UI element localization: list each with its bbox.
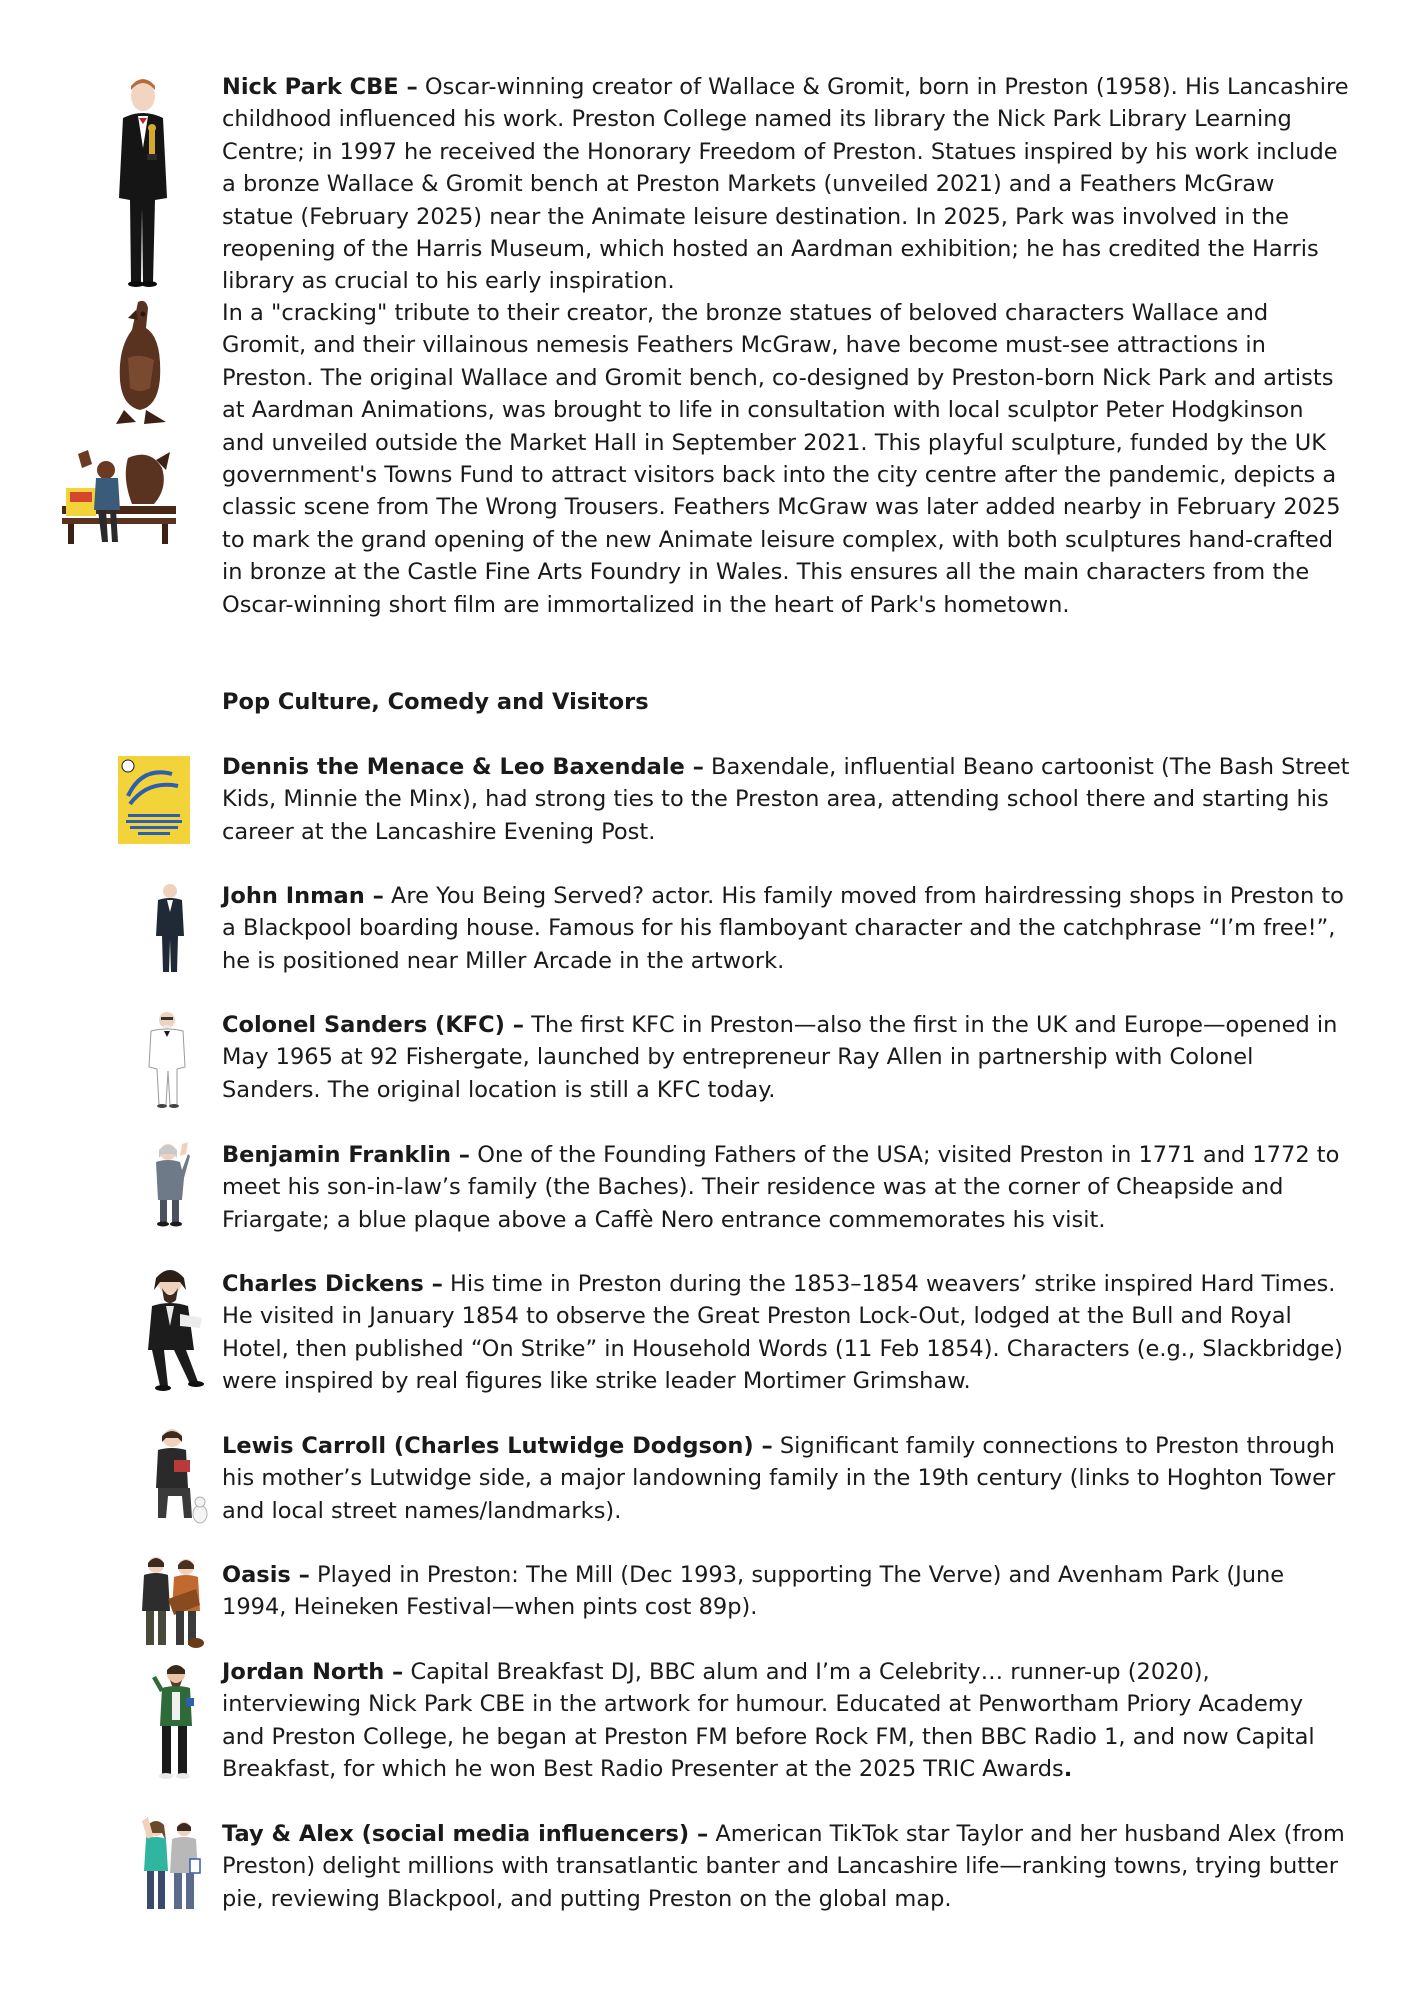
entry-colonel-sanders [222, 1009, 1350, 1106]
entry-name: Nick Park CBE – [222, 74, 418, 100]
entry-charles-dickens [222, 1268, 1350, 1398]
benjamin-franklin-illustration [148, 1140, 192, 1230]
entry-text: One of the Founding Fathers of the USA; visited Preston in 1771 and 1772 to meet his son-in-law’s family (the Baches). Their residence was at the corner of Cheapside and Friargate; a blue plaque above a Caffè Nero entrance commemorates his visit. [222, 1142, 1340, 1233]
jordan-north-illustration [150, 1662, 200, 1784]
entry-text: Are You Being Served? actor. His family moved from hairdressing shops in Preston to a Blackpool boarding house. Famous for his flamboyant character and the catchphrase “I’m free!”, he is positioned near Miller Arcade in the artwork. [222, 883, 1344, 974]
colonel-sanders-illustration [143, 1009, 191, 1109]
entry-text: In a "cracking" tribute to their creator, the bronze statues of beloved characters Wallace and Gromit, and their villainous nemesis Feathers McGraw, have become must-see attractions in Preston. The original Wallace and Gromit bench, co-designed by Preston-born Nick Park and artists at Aardman Animations, was brought to life in consultation with local sculptor Peter Hodgkinson and unveiled outside the Market Hall in September 2021. This playful sculpture, funded by the UK government's Towns Fund to attract visitors back into the city centre after the pandemic, depicts a classic scene from The Wrong Trousers. Feathers McGraw was later added nearby in February 2025 to mark the grand opening of the new Animate leisure complex, with both sculptures hand-crafted in bronze at the Castle Fine Arts Foundry in Wales. This ensures all the main characters from the Oscar-winning short film are immortalized in the heart of Park's hometown. [222, 300, 1341, 618]
entry-name: John Inman – [222, 883, 384, 909]
entry-name: Dennis the Menace & Leo Baxendale – [222, 754, 704, 780]
entry-text: Significant family connections to Preston through his mother’s Lutwidge side, a major landowning family in the 19th century (links to Hoghton Tower and local street names/landmarks). [222, 1433, 1336, 1524]
entry-name: Colonel Sanders (KFC) – [222, 1012, 525, 1038]
entry-name: Lewis Carroll (Charles Lutwidge Dodgson) – [222, 1433, 773, 1459]
john-inman-illustration [152, 882, 188, 974]
entry-text: American TikTok star Taylor and her husband Alex (from Preston) delight millions with transatlantic banter and Lancashire life—ranking towns, trying butter pie, reviewing Blackpool, and putting Preston on the global map. [222, 1821, 1345, 1912]
entry-jordan-north [222, 1656, 1350, 1786]
entry-tay-alex [222, 1818, 1350, 1915]
wallace-gromit-bench-illustration [58, 448, 180, 546]
entry-oasis [222, 1559, 1350, 1624]
nick-park-illustration [105, 78, 180, 288]
entry-name: Jordan North – [222, 1659, 404, 1685]
section-heading: Pop Culture, Comedy and Visitors [222, 689, 649, 715]
lewis-carroll-illustration [152, 1426, 208, 1526]
tay-alex-illustration [138, 1815, 204, 1915]
entry-name: Oasis – [222, 1562, 310, 1588]
entry-name: Benjamin Franklin – [222, 1142, 471, 1168]
entry-statues [222, 297, 1350, 621]
entry-nick-park [222, 71, 1350, 298]
entry-text: Baxendale, influential Beano cartoonist (The Bash Street Kids, Minnie the Minx), had strong ties to the Preston area, attending school there and starting his career at the Lancashire Evening Post. [222, 754, 1350, 845]
feathers-mcgraw-statue-illustration [110, 298, 172, 428]
entry-benjamin-franklin [222, 1139, 1350, 1236]
oasis-illustration [138, 1553, 206, 1651]
entry-text: Oscar-winning creator of Wallace & Gromit, born in Preston (1958). His Lancashire childhood influenced his work. Preston College named its library the Nick Park Library Learning Centre; in 1997 he received the Honorary Freedom of Preston. Statues inspired by his work include a bronze Wallace & Gromit bench at Preston Markets (unveiled 2021) and a Feathers McGraw statue (February 2025) near the Animate leisure destination. In 2025, Park was involved in the reopening of the Harris Museum, which hosted an Aardman exhibition; he has credited the Harris library as crucial to his early inspiration. [222, 74, 1349, 295]
charles-dickens-illustration [140, 1266, 210, 1394]
entry-text: The first KFC in Preston—also the first in the UK and Europe—opened in May 1965 at 92 Fishergate, launched by entrepreneur Ray Allen in partnership with Colonel Sanders. The original location is still a KFC today. [222, 1012, 1338, 1103]
entry-dennis-menace [222, 751, 1350, 848]
entry-tail: . [1063, 1756, 1073, 1783]
entry-john-inman [222, 880, 1350, 977]
entry-lewis-carroll [222, 1430, 1350, 1527]
entry-text: His time in Preston during the 1853–1854 weavers’ strike inspired Hard Times. He visited in January 1854 to observe the Great Preston Lock-Out, lodged at the Bull and Royal Hotel, then published “On Strike” in Household Words (11 Feb 1854). Characters (e.g., Slackbridge) were inspired by real figures like strike leader Mortimer Grimshaw. [222, 1271, 1343, 1395]
dennis-menace-poster-illustration [118, 756, 190, 844]
entry-text: Played in Preston: The Mill (Dec 1993, supporting The Verve) and Avenham Park (June 1994, Heineken Festival—when pints cost 89p). [222, 1562, 1285, 1621]
entry-name: Charles Dickens – [222, 1271, 443, 1297]
entry-name: Tay & Alex (social media influencers) – [222, 1821, 709, 1847]
entry-text: Capital Breakfast DJ, BBC alum and I’m a Celebrity… runner-up (2020), interviewing Nick Park CBE in the artwork for humour. Educated at Penwortham Priory Academy and Preston College, he began at Preston FM before Rock FM, then BBC Radio 1, and now Capital Breakfast, for which he won Best Radio Presenter at the 2025 TRIC Awards [222, 1659, 1315, 1783]
